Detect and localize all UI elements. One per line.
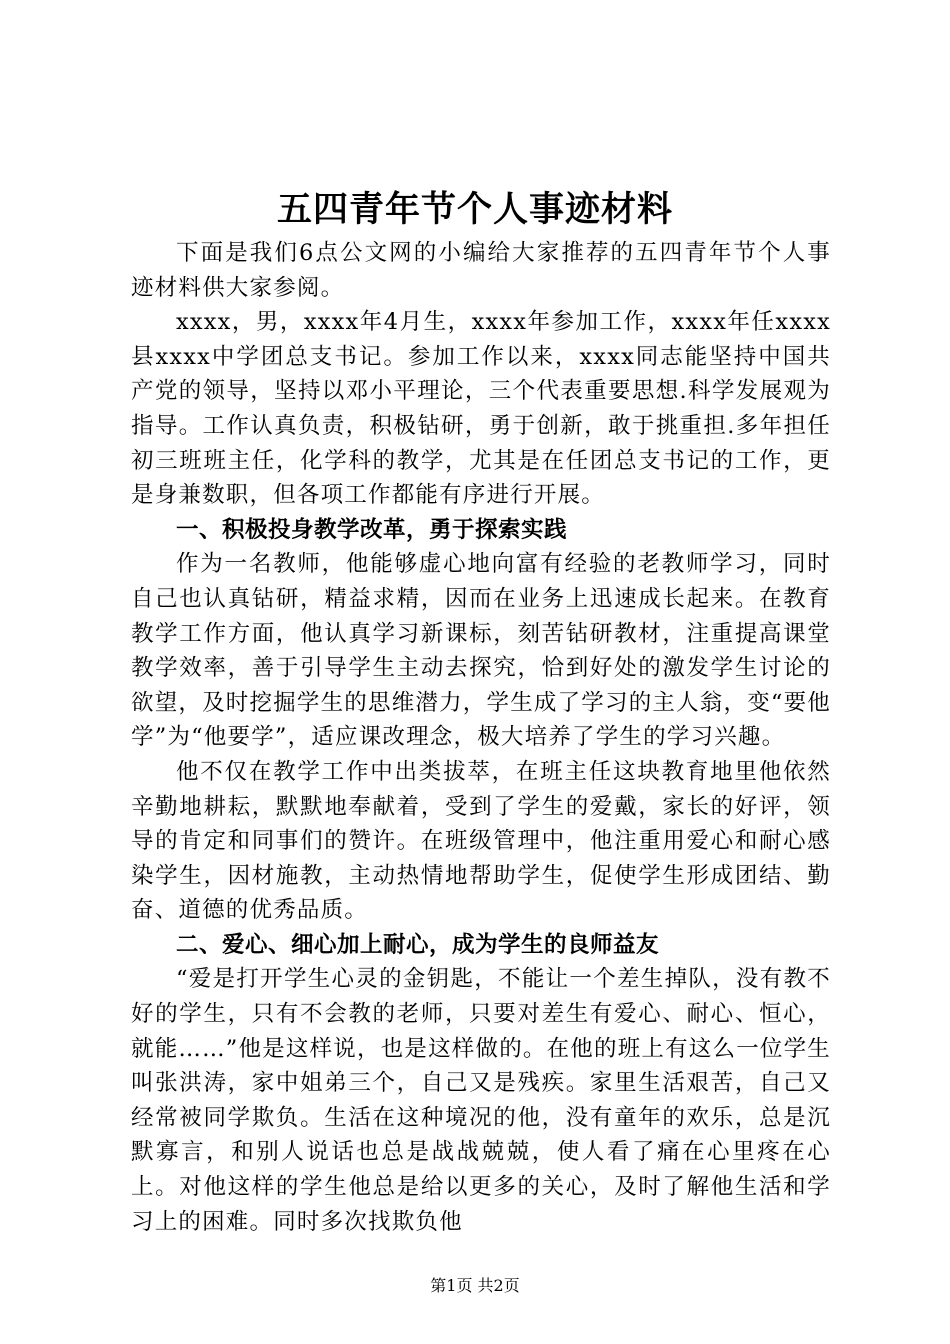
intro-paragraph: 下面是我们6点公文网的小编给大家推荐的五四青年节个人事迹材料供大家参阅。 — [131, 240, 831, 301]
class-management-paragraph: 他不仅在教学工作中出类拔萃，在班主任这块教育地里他依然辛勤地耕耘，默默地奉献着，受到了学生的爱戴，家长的好评，领导的肯定和同事们的赞许。在班级管理中，他注重用爱心和耐心感染学生，因材施教，主动热情地帮助学生，促使学生形成团结、勤奋、道德的优秀品质。 — [131, 758, 831, 924]
document-title: 五四青年节个人事迹材料 — [276, 189, 673, 230]
page-footer: 第1页 共2页 — [430, 1276, 520, 1295]
profile-paragraph: xxxx，男，xxxx年4月生，xxxx年参加工作，xxxx年任xxxx县xxxx中学团总支书记。参加工作以来，xxxx同志能坚持中国共产党的领导，坚持以邓小平理论，三个代表重要思想.科学发展观为指导。工作认真负责，积极钻研，勇于创新，敢于挑重担.多年担任初三班班主任，化学科的教学，尤其是在任团总支书记的工作，更是身兼数职，但各项工作都能有序进行开展。 — [131, 309, 831, 509]
student-care-paragraph: “爱是打开学生心灵的金钥匙，不能让一个差生掉队，没有教不好的学生，只有不会教的老师，只要对差生有爱心、耐心、恒心，就能……”他是这样说，也是这样做的。在他的班上有这么一位学生叫张洪涛，家中姐弟三个，自己又是残疾。家里生活艰苦，自己又经常被同学欺负。生活在这种境况的他，没有童年的欢乐，总是沉默寡言，和别人说话也总是战战兢兢，使人看了痛在心里疼在心上。对他这样的学生他总是给以更多的关心，及时了解他生活和学习上的困难。同时多次找欺负他 — [131, 966, 832, 1235]
section-heading-2: 二、爱心、细心加上耐心，成为学生的良师益友 — [176, 931, 660, 958]
document-body — [131, 236, 831, 1239]
section-heading-1: 一、积极投身教学改革，勇于探索实践 — [176, 516, 568, 543]
teaching-paragraph: 作为一名教师，他能够虚心地向富有经验的老教师学习，同时自己也认真钻研，精益求精，因而在业务上迅速成长起来。在教育教学工作方面，他认真学习新课标，刻苦钻研教材，注重提高课堂教学效率，善于引导学生主动去探究，恰到好处的激发学生讨论的欲望，及时挖掘学生的思维潜力，学生成了学习的主人翁，变“要他学”为“他要学”，适应课改理念，极大培养了学生的学习兴趣。 — [131, 551, 832, 751]
